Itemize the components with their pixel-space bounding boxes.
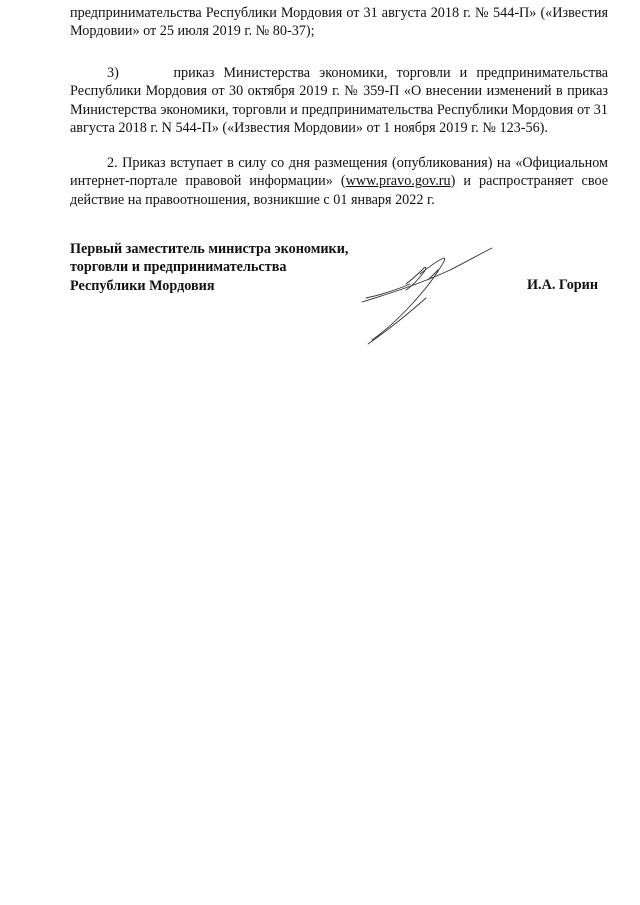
effective-date-text-end: ) и распространяет свое действие на правоотношения, возникшие с 01 января 2022 г. [70, 173, 609, 208]
effective-date-text-start: 2. Приказ вступает в силу со дня размещения (опубликования) на «Официальном интернет-портале правовой информации» ( [70, 155, 608, 190]
pravo-gov-link[interactable]: www.pravo.gov.ru [345, 173, 451, 190]
continuation-text: предпринимательства Республики Мордовия от 31 августа 2018 г. № 544-П» («Известия Мордовии» от 25 июля 2019 г. № 80-37); [70, 5, 608, 40]
paragraph-effective-date [70, 154, 608, 209]
signatory-title-line: торговли и предпринимательства [70, 259, 287, 276]
signatory-title-line: Республики Мордовия [70, 277, 215, 294]
handwritten-signature [358, 240, 498, 348]
signer-name: И.А. Горин [527, 277, 599, 293]
paragraph-continuation [70, 4, 608, 41]
signatory-title [70, 240, 348, 295]
list-item-number: 3) [107, 65, 119, 81]
list-item-text: приказ Министерства экономики, торговли и предпринимательства Республики Мордовия от 30 октября 2019 г. № 359-П «О внесении изменений в приказ Министерства экономики, торговли и предпринимательства Республики Мордовия от 31 августа 2018 г. N 544-П» («Известия Мордовии» от 1 ноября 2019 г. № 123-56). [70, 65, 608, 137]
signatory-title-line: Первый заместитель министра экономики, [70, 241, 349, 257]
list-item-3 [70, 64, 608, 138]
